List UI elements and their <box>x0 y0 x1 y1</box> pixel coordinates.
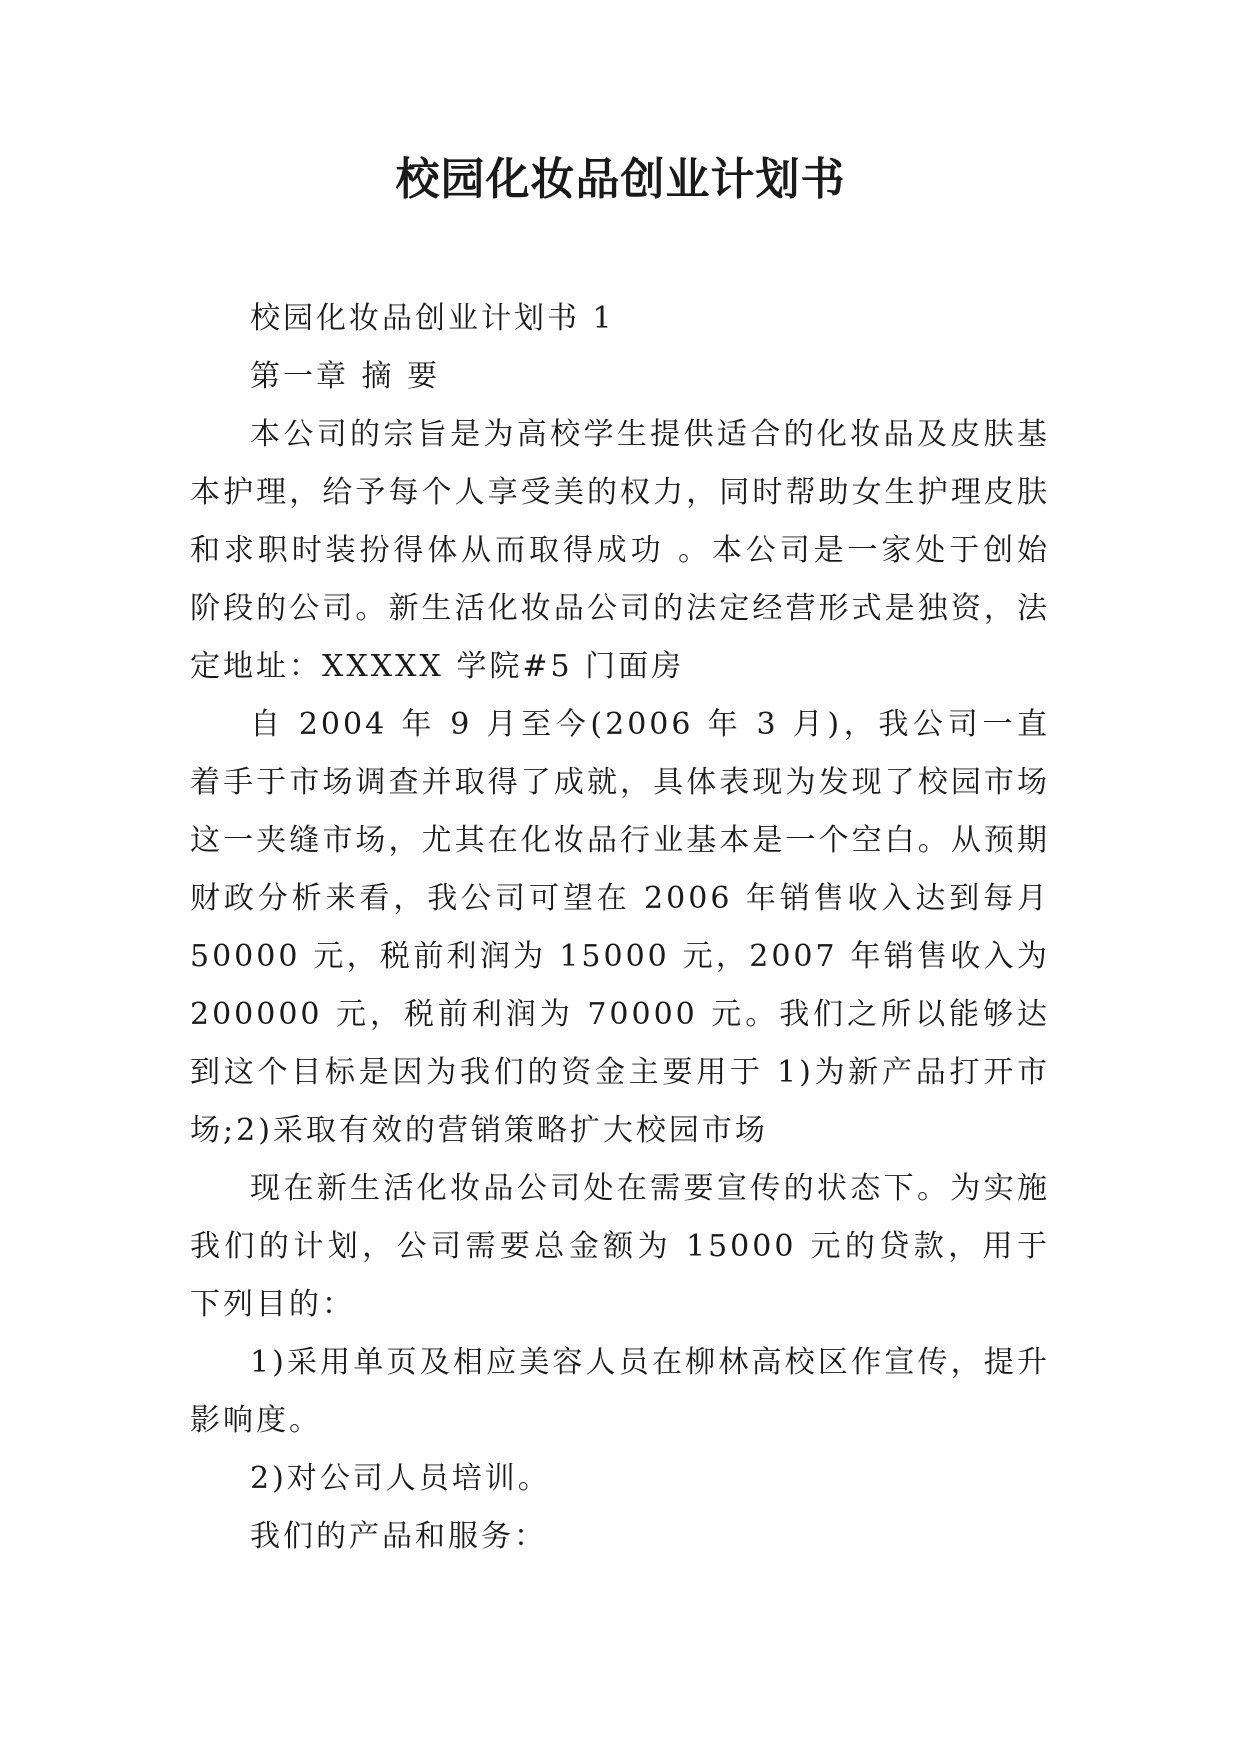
list-item-promotion: 1)采用单页及相应美容人员在柳林高校区作宣传，提升影响度。 <box>190 1345 1050 1438</box>
document-title: 校园化妆品创业计划书 <box>395 154 846 205</box>
document-body <box>190 290 1050 1566</box>
paragraph-mission: 本公司的宗旨是为高校学生提供适合的化妆品及皮肤基本护理，给予每个人享受美的权力，同时帮助女生护理皮肤和求职时装扮得体从而取得成功 。本公司是一家处于创始阶段的公司。新生活化妆品公司的法定经营形式是独资，法定地址：XXXXX 学院#5 门面房 <box>190 417 1050 684</box>
list-item-training: 2)对公司人员培训。 <box>250 1461 551 1496</box>
subtitle-line: 校园化妆品创业计划书 1 <box>250 301 615 336</box>
paragraph-market: 自 2004 年 9 月至今(2006 年 3 月)，我公司一直着手于市场调查并取得了成就，具体表现为发现了校园市场这一夹缝市场，尤其在化妆品行业基本是一个空白。从预期财政分析来看，我公司可望在 2006 年销售收入达到每月 50000 元，税前利润为 15000 元，2007 年销售收入为 200000 元，税前利润为 70000 元。我们之所以能够达到这个目标是因为我们的资金主要用于 1)为新产品打开市场;2)采取有效的营销策略扩大校园市场 <box>190 707 1050 1148</box>
paragraph-products: 我们的产品和服务： <box>250 1519 547 1554</box>
chapter-heading: 第一章 摘 要 <box>250 359 441 394</box>
paragraph-funding: 现在新生活化妆品公司处在需要宣传的状态下。为实施我们的计划，公司需要总金额为 15000 元的贷款，用于下列目的： <box>190 1171 1050 1322</box>
